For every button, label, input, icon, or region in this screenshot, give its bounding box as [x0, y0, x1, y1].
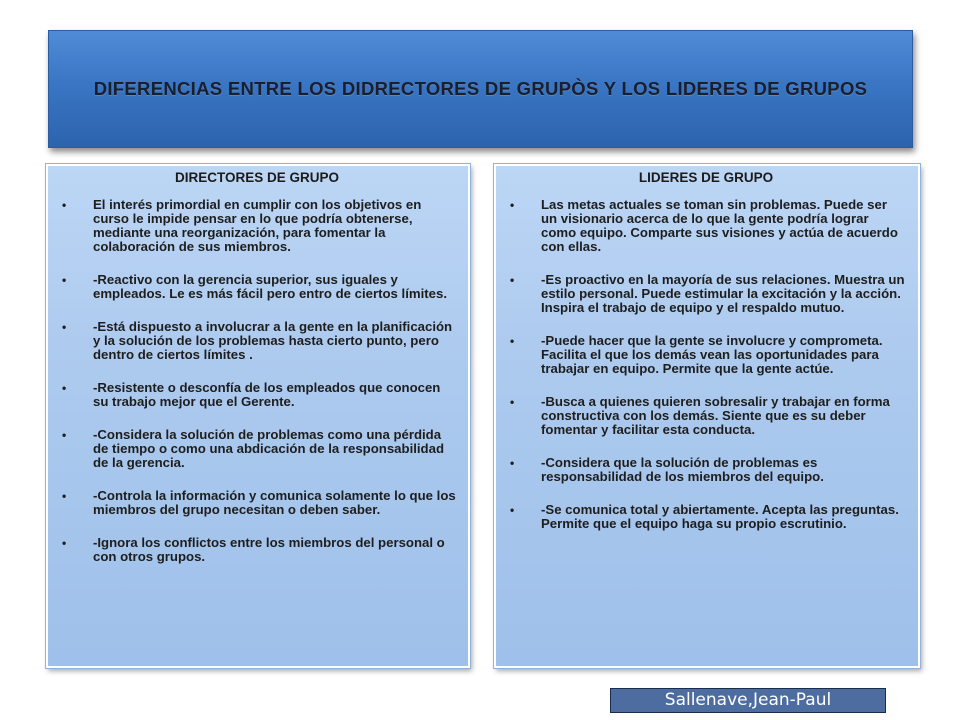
bullet-icon: •	[510, 334, 515, 348]
directores-heading: DIRECTORES DE GRUPO	[174, 170, 340, 185]
bullet-icon: •	[62, 273, 67, 287]
bullet-icon: •	[510, 273, 515, 287]
list-item-text: -Reactivo con la gerencia superior, sus iguales y empleados. Le es más fácil pero entro de ciertos límites.	[93, 272, 447, 301]
bullet-icon: •	[510, 395, 515, 409]
bullet-icon: •	[62, 198, 67, 212]
bullet-icon: •	[62, 428, 67, 442]
list-item-text: -Ignora los conflictos entre los miembros del personal o con otros grupos.	[93, 535, 445, 564]
list-item	[58, 428, 456, 470]
list-item-text: -Controla la información y comunica solamente lo que los miembros del grupo necesitan o deben saber.	[93, 488, 456, 517]
directores-panel	[46, 164, 470, 668]
list-item	[58, 320, 456, 362]
bullet-icon: •	[62, 381, 67, 395]
lideres-list	[506, 198, 906, 531]
list-item	[506, 198, 906, 254]
list-item-text: -Considera que la solución de problemas es responsabilidad de los miembros del equipo.	[541, 455, 824, 484]
list-item	[506, 456, 906, 484]
list-item-text: -Considera la solución de problemas como una pérdida de tiempo o como una abdicación de la responsabilidad de la gerencia.	[93, 427, 445, 470]
list-item-text: -Se comunica total y abiertamente. Acepta las preguntas. Permite que el equipo haga su propio escrutinio.	[541, 502, 899, 531]
lideres-heading: LIDERES DE GRUPO	[638, 170, 774, 185]
bullet-icon: •	[510, 503, 515, 517]
list-item	[58, 536, 456, 564]
list-item	[506, 503, 906, 531]
bullet-icon: •	[62, 536, 67, 550]
title-banner	[48, 30, 913, 148]
bullet-icon: •	[62, 320, 67, 334]
list-item	[58, 198, 456, 254]
list-item	[506, 273, 906, 315]
list-item-text: Las metas actuales se toman sin problemas. Puede ser un visionario acerca de lo que la gente podría lograr como equipo. Comparte sus visiones y actúa de acuerdo con ellas.	[541, 197, 898, 254]
list-item	[58, 381, 456, 409]
bullet-icon: •	[510, 198, 515, 212]
list-item-text: -Busca a quienes quieren sobresalir y trabajar en forma constructiva con los demás. Siente que es su deber fomentar y facilitar esta conducta.	[541, 394, 890, 437]
lideres-panel	[494, 164, 920, 668]
directores-list	[58, 198, 456, 564]
list-item	[506, 334, 906, 376]
slide-title: DIFERENCIAS ENTRE LOS DIDRECTORES DE GRUPÒS Y LOS LIDERES DE GRUPOS	[93, 78, 868, 99]
list-item-text: -Resistente o desconfía de los empleados que conocen su trabajo mejor que el Gerente.	[93, 380, 441, 409]
list-item-text: El interés primordial en cumplir con los objetivos en curso le impide pensar en lo que podría obtenerse, mediante una reorganización, para fomentar la colaboración de sus miembros.	[93, 197, 422, 254]
list-item-text: -Puede hacer que la gente se involucre y comprometa. Facilita el que los demás vean las oportunidades para trabajar en equipo. Permite que la gente actúe.	[541, 333, 883, 376]
list-item	[58, 273, 456, 301]
list-item-text: -Está dispuesto a involucrar a la gente en la planificación y la solución de los problemas hasta cierto punto, pero dentro de ciertos límites .	[93, 319, 453, 362]
author-badge: Sallenave,Jean-Paul	[610, 688, 886, 713]
list-item	[506, 395, 906, 437]
list-item	[58, 489, 456, 517]
bullet-icon: •	[62, 489, 67, 503]
list-item-text: -Es proactivo en la mayoría de sus relaciones. Muestra un estilo personal. Puede estimular la excitación y la acción. Inspira el trabajo de equipo y el respaldo mutuo.	[541, 272, 905, 315]
bullet-icon: •	[510, 456, 515, 470]
